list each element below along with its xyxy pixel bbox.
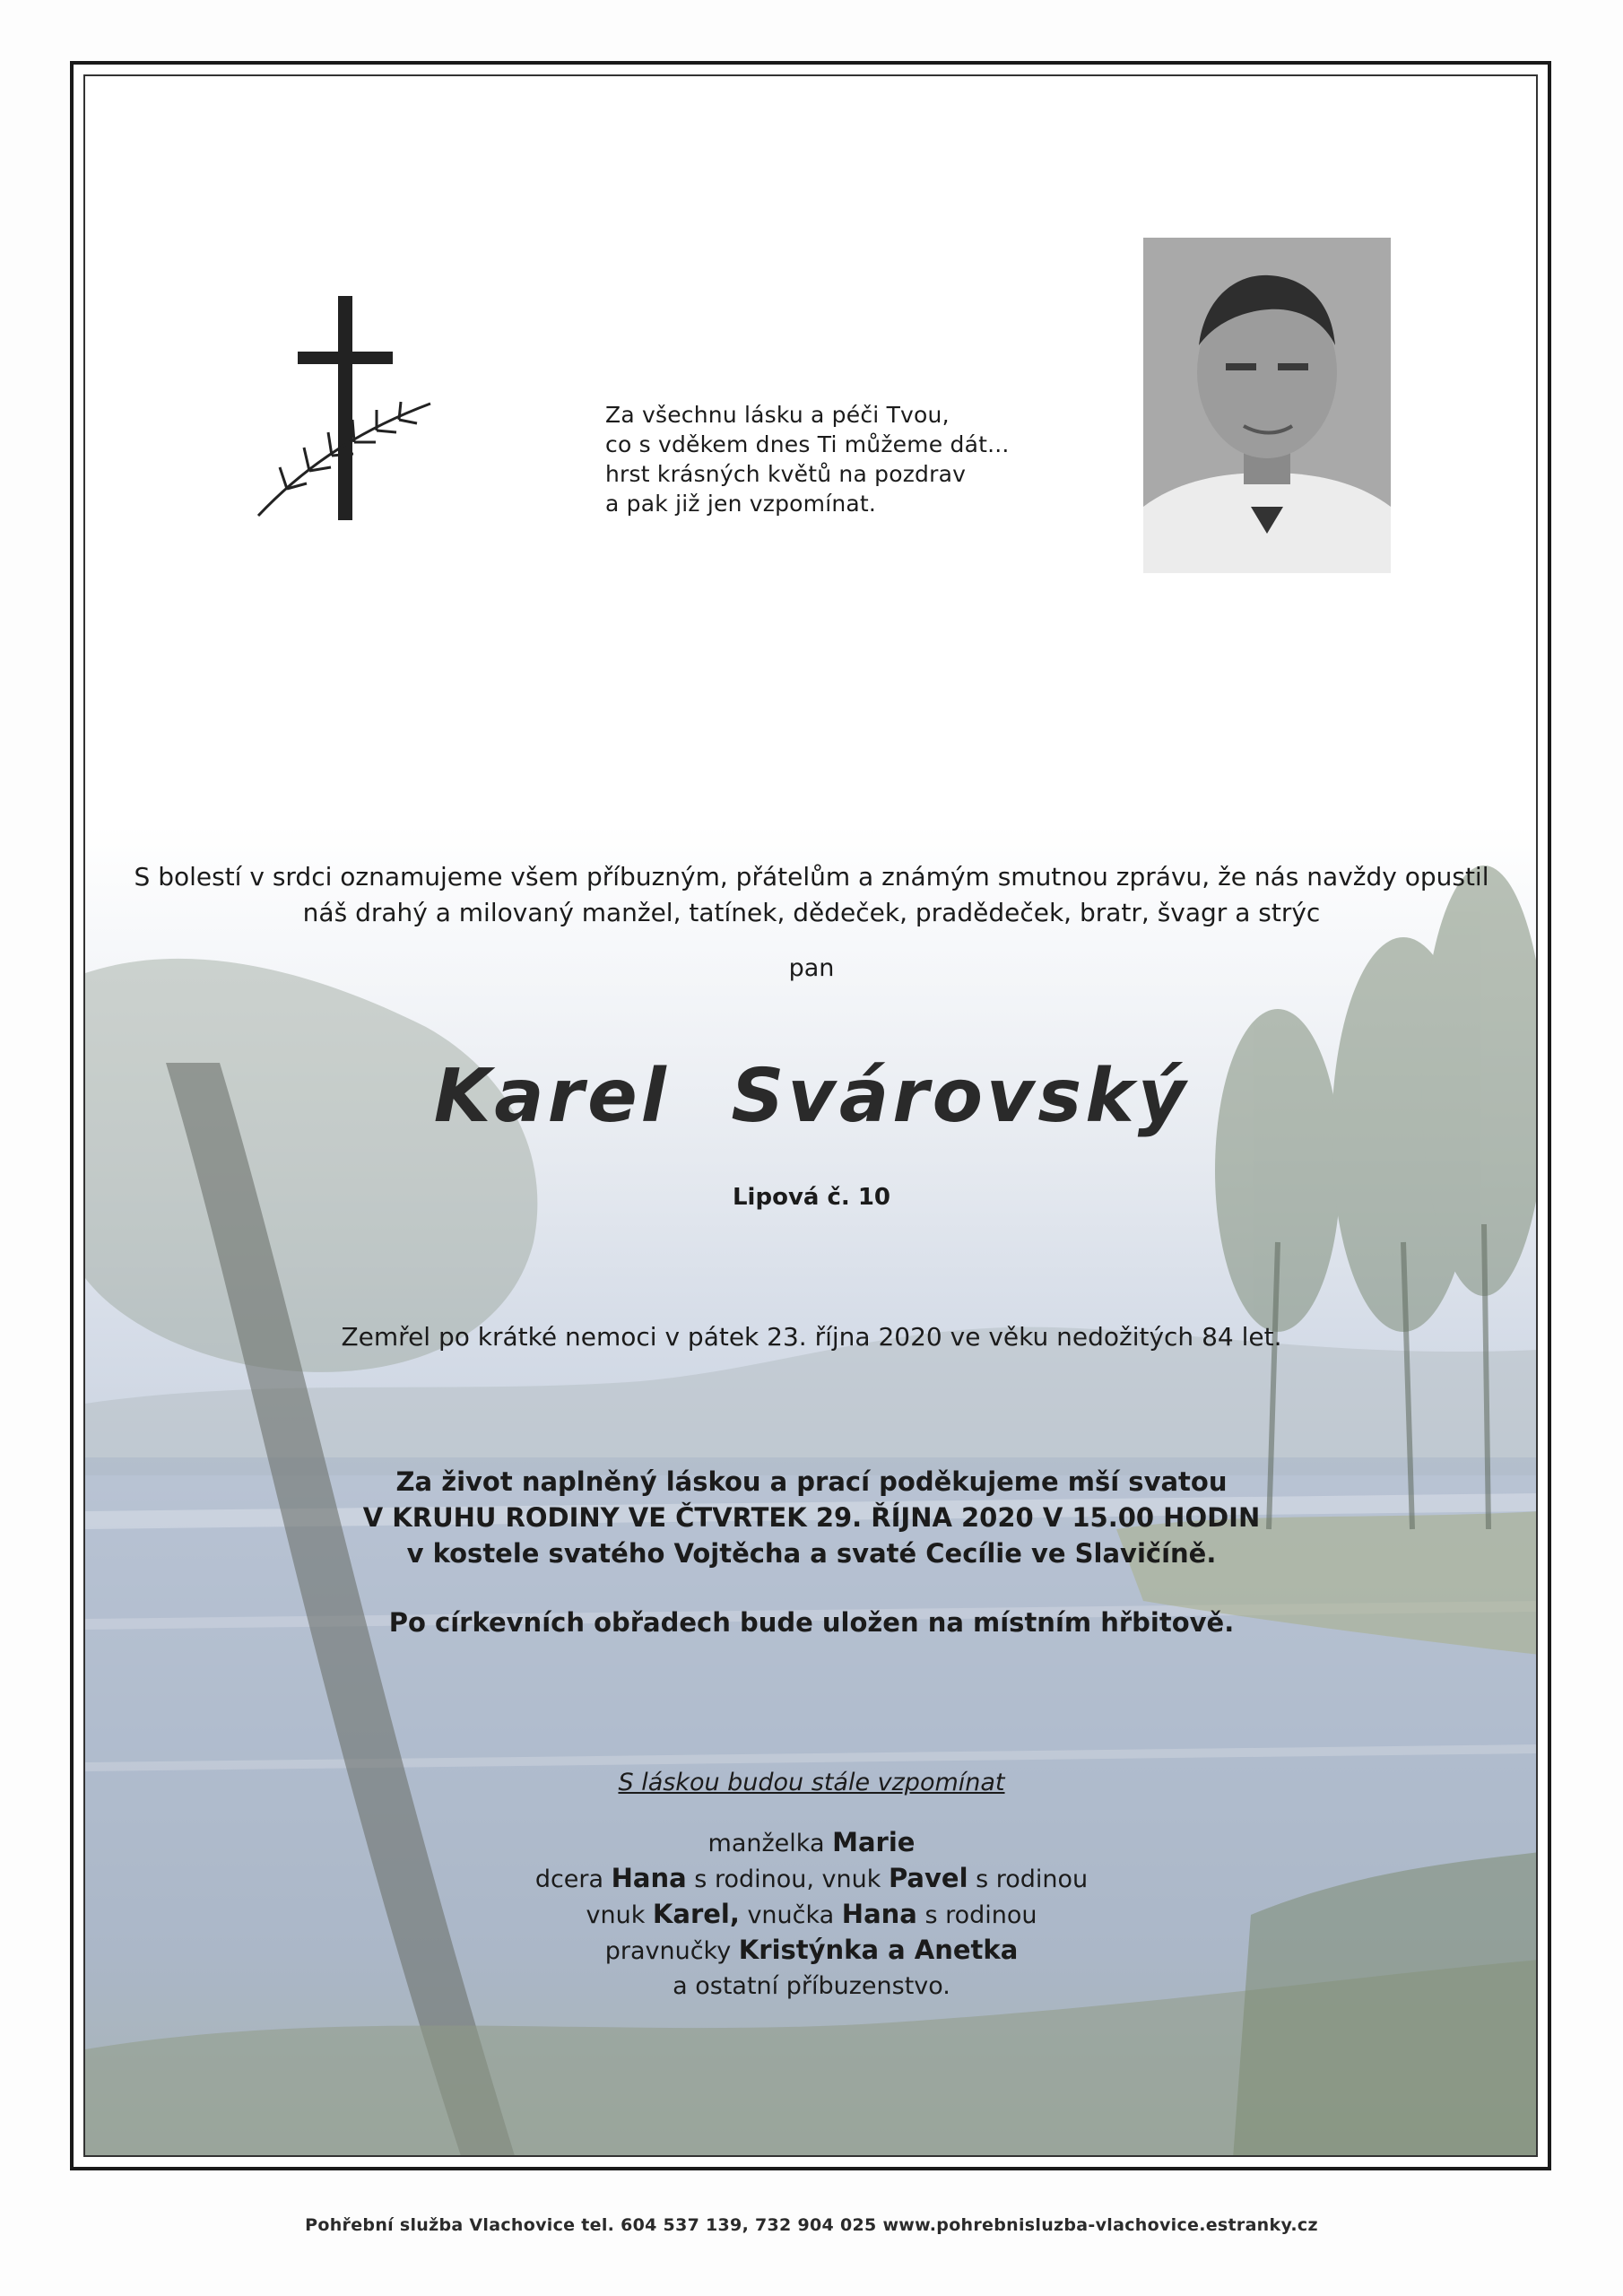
announcement-intro (90, 859, 1533, 931)
mourner-line: a ostatní příbuzenstvo. (673, 1972, 950, 2000)
poem-line: a pak již jen vzpomínat. (605, 491, 877, 517)
funeral-line: V KRUHU RODINY VE ČTVRTEK 29. ŘÍJNA 2020 V 15.00 HODIN (362, 1502, 1261, 1533)
address: Lipová č. 10 (732, 1184, 891, 1211)
mourners-heading: S láskou budou stále vzpomínat (618, 1769, 1005, 1796)
death-notice: Zemřel po krátké nemoci v pátek 23. října 2020 ve věku nedožitých 84 let. (341, 1322, 1282, 1352)
deceased-name (90, 1054, 1533, 1139)
portrait-photo (1143, 238, 1391, 573)
poem-line: co s vděkem dnes Ti můžeme dát... (605, 431, 1010, 457)
first-name: Karel (433, 1054, 670, 1139)
intro-line: S bolestí v srdci oznamujeme všem příbuzným, přátelům a známým smutnou zprávu, že nás navždy opustil (134, 862, 1489, 891)
funeral-service-footer: Pohřební služba Vlachovice tel. 604 537 139, 732 904 025 www.pohrebnisluzba-vlachovice.estranky.cz (305, 2215, 1318, 2235)
cross-with-palm-icon (251, 296, 448, 538)
last-name: Svárovský (731, 1054, 1190, 1139)
mourners-list (90, 1825, 1533, 2004)
funeral-details (90, 1464, 1533, 1571)
funeral-line: Za život naplněný láskou a prací poděkujeme mší svatou (395, 1466, 1228, 1497)
mourner-line: dcera Hana s rodinou, vnuk Pavel s rodinou (534, 1863, 1089, 1893)
mourner-line: vnuk Karel, vnučka Hana s rodinou (586, 1899, 1037, 1929)
memorial-poem (605, 400, 1072, 518)
honorific: pan (788, 954, 835, 982)
mourner-line: manželka Marie (707, 1827, 916, 1857)
poem-line: hrst krásných květů na pozdrav (605, 461, 967, 487)
intro-line: náš drahý a milovaný manžel, tatínek, dědeček, pradědeček, bratr, švagr a strýc (302, 898, 1321, 927)
poem-line: Za všechnu lásku a péči Tvou, (605, 402, 950, 428)
cross-icon (298, 296, 393, 520)
funeral-line: v kostele svatého Vojtěcha a svaté Cecílie ve Slavičíně. (406, 1538, 1217, 1569)
burial-note: Po církevních obřadech bude uložen na místním hřbitově. (388, 1607, 1235, 1638)
mourner-line: pravnučky Kristýnka a Anetka (604, 1935, 1019, 1965)
